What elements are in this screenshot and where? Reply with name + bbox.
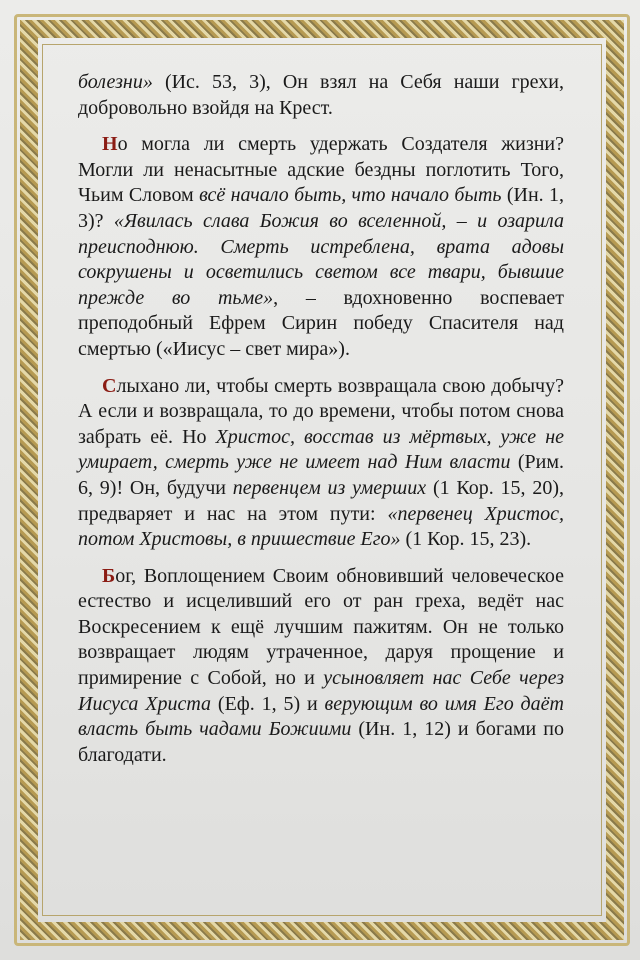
italic-quote: верующим во имя Его даёт власть быть чадами Божиими [78, 692, 564, 741]
drop-cap: Б [102, 564, 116, 587]
italic-quote: «первенец Христос, потом Христовы, в пришествие Его» [78, 502, 564, 551]
paragraph-2 [78, 132, 564, 362]
drop-cap: С [102, 374, 117, 397]
paragraph-1 [78, 70, 564, 121]
italic-quote: «Явилась слава Божия во вселенной, – и озарила преисподнюю. Смерть истреблена, врата адовы сокрушены и осветились светом все твари, бывшие прежде во тьме» [78, 209, 564, 309]
text-run: (1 Кор. 15, 20), предваряет и нас на этом пути: [78, 476, 564, 525]
italic-quote: первенцем из умерших [232, 476, 433, 499]
text-run: (Еф. 1, 5) и [217, 692, 325, 715]
text-run: ог, Воплощением Своим обновивший человеческое естество и исцеливший его от ран греха, ведёт нас Воскресением к ещё лучшим пажитям. Он не только возвращает людям утраченное, даруя прощение и примирение с Собой, но и [78, 564, 564, 690]
text-run: (1 Кор. 15, 23). [405, 528, 532, 551]
italic-quote: всё начало быть, что начало быть [199, 184, 507, 207]
text-run: (Рим. 6, 9)! Он, будучи [78, 451, 564, 499]
text-run: лыхано ли, чтобы смерть возвращала свою добычу? А если и возвращала, то до времени, чтобы потом снова забрать её. Но [78, 374, 564, 448]
text-run: (Ин. 1, 3)? [78, 184, 565, 232]
text-run: о могла ли смерть удержать Создателя жизни? Могли ли ненасытные адские бездны поглотить Того, Чьим Словом [78, 133, 564, 207]
italic-quote: болезни» [78, 71, 165, 93]
paragraph-4 [78, 564, 564, 769]
paragraph-3 [78, 374, 564, 553]
italic-quote: Христос, восстав из мёртвых, уже не умирает, смерть уже не имеет над Ним власти [78, 425, 564, 474]
drop-cap: Н [102, 133, 118, 156]
page-text [78, 70, 564, 779]
text-run: (Ин. 1, 12) и богами по благодати. [78, 718, 564, 766]
text-run: , – вдохновенно воспевает преподобный Ефрем Сирин победу Спасителя над смертью («Иисус – свет мира»). [78, 286, 565, 360]
italic-quote: усыновляет нас Себе через Иисуса Христа [78, 667, 564, 715]
text-run: (Ис. 53, 3), Он взял на Себя наши грехи, добровольно взойдя на Крест. [78, 71, 564, 119]
